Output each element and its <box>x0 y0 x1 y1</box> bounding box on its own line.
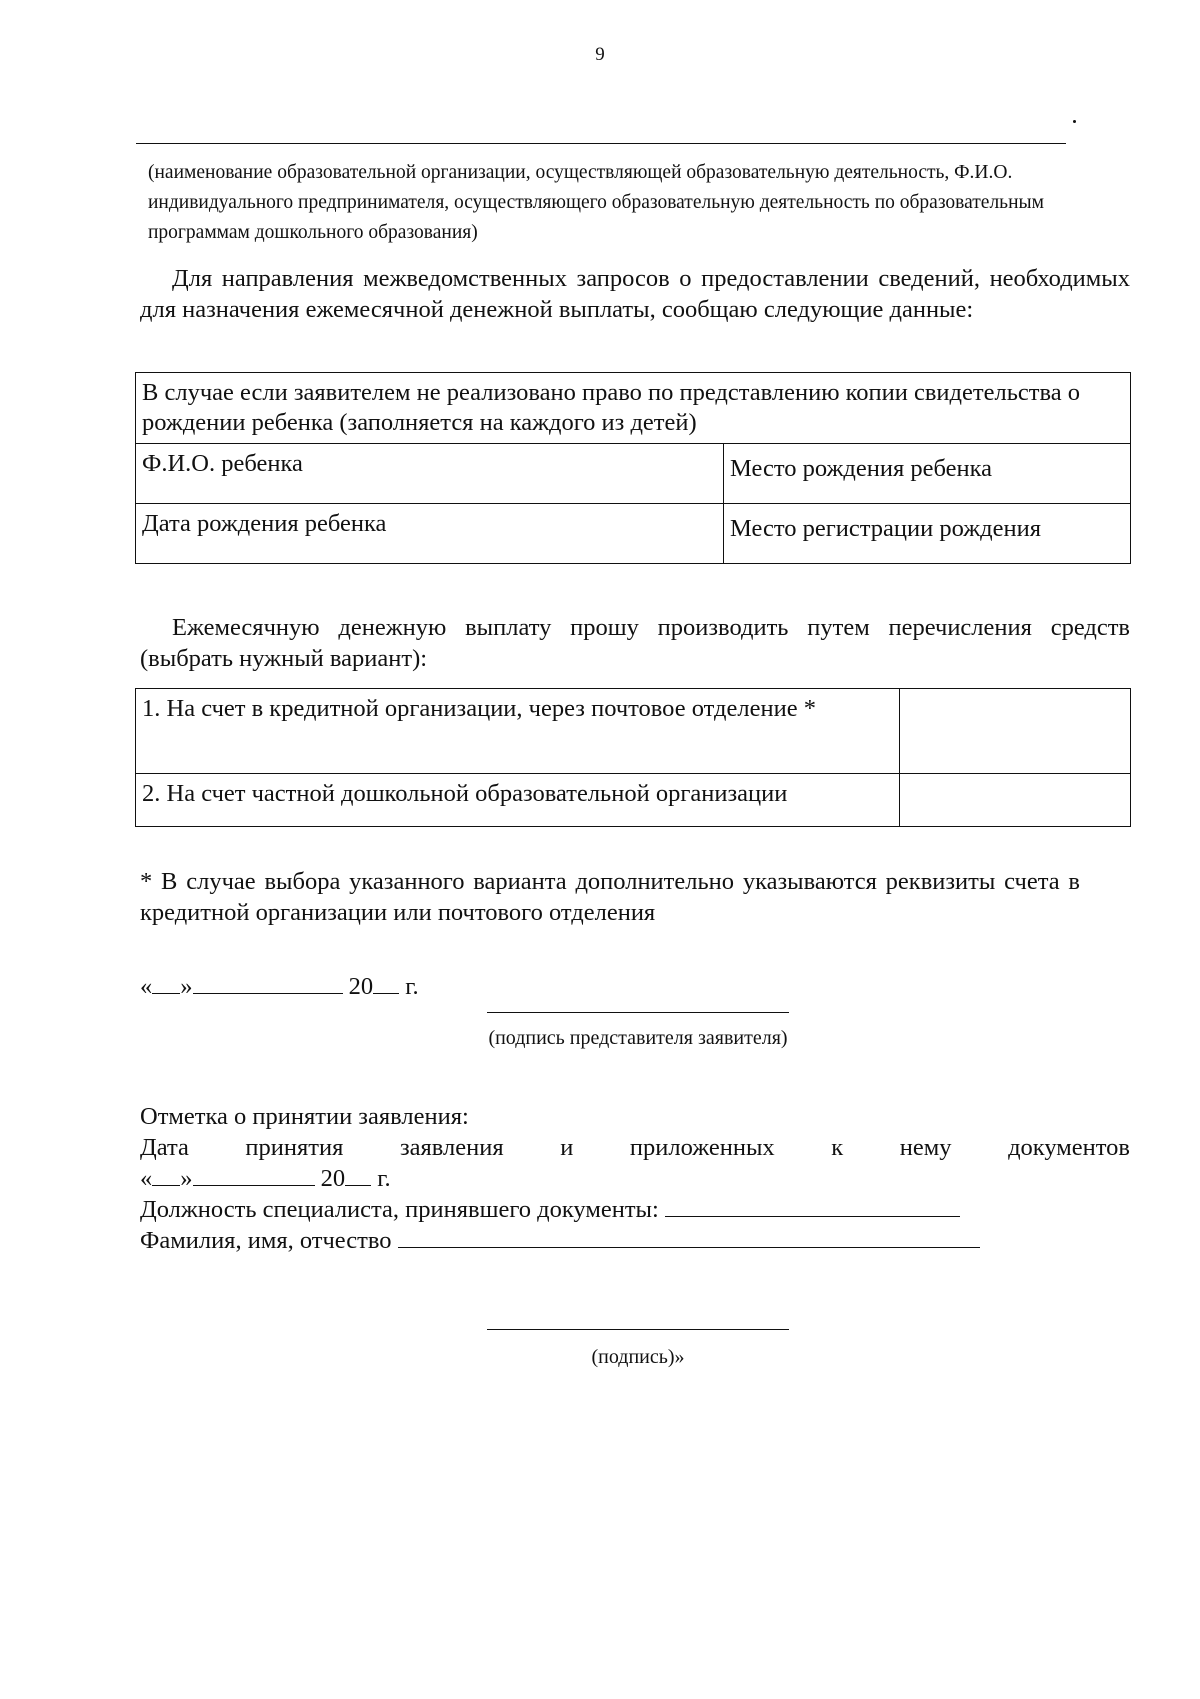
date-close-quote: » <box>180 1165 193 1192</box>
acceptance-word: к <box>831 1134 844 1161</box>
specialist-position-label: Должность специалиста, принявшего документы: <box>140 1196 659 1223</box>
acceptance-word: и <box>560 1134 574 1161</box>
intro-paragraph: Для направления межведомственных запросов о предоставлении сведений, необходимых для назначения ежемесячной денежной выплаты, сообщаю следующие данные: <box>140 265 1130 323</box>
date-close-quote: » <box>180 973 193 1000</box>
payment-option-1-label: 1. На счет в кредитной организации, через почтовое отделение * <box>136 689 900 774</box>
acceptance-block <box>140 1101 1130 1256</box>
child-registration-place-cell[interactable]: Место регистрации рождения <box>724 504 1131 564</box>
acceptance-word: принятия <box>245 1134 344 1161</box>
organization-caption: (наименование образовательной организации, осуществляющей образовательную деятельность, Ф.И.О. индивидуального предпринимателя, осуществляющего образовательную деятельность по образовательным программам дошкольного образования) <box>148 162 1044 243</box>
specialist-position-row <box>140 1194 1130 1225</box>
child-fio-cell[interactable]: Ф.И.О. ребенка <box>136 444 724 504</box>
specialist-position-field[interactable] <box>665 1194 960 1217</box>
representative-signature-caption: (подпись представителя заявителя) <box>488 1027 788 1049</box>
payment-option-2-checkbox[interactable] <box>900 774 1131 827</box>
acceptance-month-field[interactable] <box>193 1163 315 1186</box>
page-number: 9 <box>595 44 605 65</box>
full-name-label: Фамилия, имя, отчество <box>140 1227 392 1254</box>
acceptance-title: Отметка о принятии заявления: <box>140 1103 469 1130</box>
stray-dot <box>1073 120 1076 123</box>
child-birth-date-cell[interactable]: Дата рождения ребенка <box>136 504 724 564</box>
year-suffix: г. <box>405 973 419 1000</box>
month-field[interactable] <box>193 971 343 994</box>
footnote: * В случае выбора указанного варианта дополнительно указываются реквизиты счета в кредитной организации или почтового отделения <box>140 868 1080 926</box>
acceptance-date <box>140 1163 1130 1194</box>
day-field[interactable] <box>152 971 180 994</box>
representative-signature-line[interactable] <box>487 1012 789 1013</box>
child-info-table <box>135 372 1131 564</box>
year-prefix: 20 <box>348 973 374 1000</box>
specialist-signature-caption: (подпись)» <box>591 1346 685 1368</box>
acceptance-year-field[interactable] <box>345 1163 371 1186</box>
acceptance-word: приложенных <box>629 1134 775 1161</box>
application-date <box>140 971 419 1001</box>
child-birth-place-cell[interactable]: Место рождения ребенка <box>724 444 1131 504</box>
acceptance-word: заявления <box>399 1134 504 1161</box>
payment-options-table <box>135 688 1131 827</box>
year-prefix: 20 <box>320 1165 346 1192</box>
acceptance-word: Дата <box>140 1134 189 1161</box>
specialist-signature-line[interactable] <box>487 1329 789 1330</box>
date-open-quote: « <box>140 973 153 1000</box>
acceptance-word: документов <box>1008 1134 1130 1161</box>
full-name-field[interactable] <box>398 1225 980 1248</box>
payment-option-2-label: 2. На счет частной дошкольной образовательной организации <box>136 774 900 827</box>
date-open-quote: « <box>140 1165 153 1192</box>
payment-option-1-checkbox[interactable] <box>900 689 1131 774</box>
acceptance-word: нему <box>899 1134 952 1161</box>
year-suffix: г. <box>377 1165 391 1192</box>
child-table-header: В случае если заявителем не реализовано право по представлению копии свидетельства о рождении ребенка (заполняется на каждого из детей) <box>136 373 1131 444</box>
full-name-row <box>140 1225 1130 1256</box>
acceptance-date-label <box>140 1132 1130 1163</box>
year-field[interactable] <box>373 971 399 994</box>
payment-paragraph: Ежемесячную денежную выплату прошу производить путем перечисления средств (выбрать нужный вариант): <box>140 614 1130 672</box>
organization-name-field-line[interactable] <box>136 143 1066 144</box>
acceptance-day-field[interactable] <box>152 1163 180 1186</box>
